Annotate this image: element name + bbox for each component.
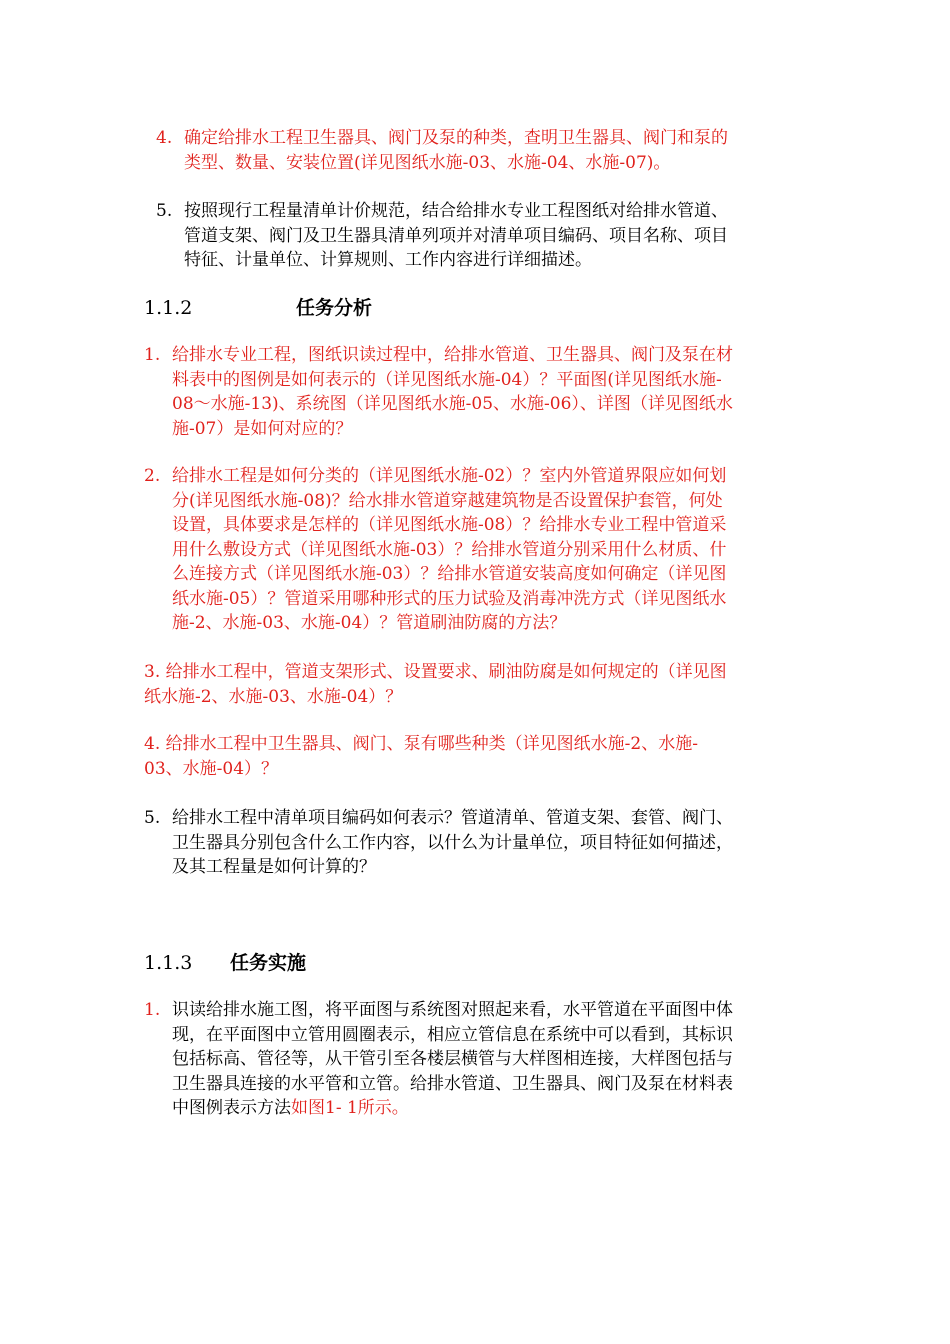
list-text: 给排水工程中清单项目编码如何表示？管道清单、管道支架、套管、阀门、 卫生器具分别包含什么工作内容，以什么为计量单位，项目特征如何描述， 及其工程量是如何计算的？ [172, 808, 733, 877]
list-text: 按照现行工程量清单计价规范，结合给排水专业工程图纸对给排水管道、 管道支架、阀门及卫生器具清单列项并对清单项目编码、项目名称、项目 特征、计量单位、计算规则、工作内容进行详细描述。 [184, 201, 728, 270]
section-title: 任务实施 [230, 952, 307, 974]
list-text [144, 660, 727, 709]
section-heading-1-1-3 [144, 951, 544, 977]
section-number: 1.1.3 [144, 952, 193, 974]
list-text: 给排水专业工程，图纸识读过程中，给排水管道、卫生器具、阀门及泵在材 料表中的图例是如何表示的（详见图纸水施-04）？平面图(详见图纸水施- 08～水施-13)、系统图（详见图纸水施-05、水施-06）、详图（详见图纸水 施-07）是如何对应的？ [172, 345, 733, 439]
list-number: 2. [144, 466, 161, 486]
list-number: 4. [144, 734, 161, 754]
analysis-item-1 [0, 343, 950, 443]
section-heading-1-1-2 [144, 296, 544, 322]
figure-reference: 如图1- 1所示。 [291, 1098, 409, 1118]
list-text: 给排水工程是如何分类的（详见图纸水施-02）？室内外管道界限应如何划 分(详见图纸水施-08)？给水排水管道穿越建筑物是否设置保护套管，何处 设置，具体要求是怎样的（详见图纸水施-08）？给排水专业工程中管道采 用什么敷设方式（详见图纸水施-03）？给排水管道分别采用什么材质、什 么连接方式（详见图纸水施-03）？给排水管道安装高度如何确定（详见图 纸水施-05）？管道采用哪种形式的压力试验及消毒冲洗方式（详见图纸水 施-2、水施-03、水施-04）？管道刷油防腐的方法？ [172, 466, 727, 633]
list-number: 3. [144, 662, 161, 682]
list-number: 4. [156, 128, 173, 148]
list-text [172, 998, 733, 1121]
section-number: 1.1.2 [144, 297, 193, 319]
list-body: 给排水工程中卫生器具、阀门、泵有哪些种类（详见图纸水施-2、水施- 03、水施-04）？ [144, 734, 698, 779]
analysis-item-2 [0, 464, 950, 639]
analysis-item-4 [144, 732, 824, 782]
top-list-item-5 [0, 199, 950, 274]
list-text: 确定给排水工程卫生器具、阀门及泵的种类，查明卫生器具、阀门和泵的 类型、数量、安装位置(详见图纸水施-03、水施-04、水施-07)。 [184, 128, 728, 173]
analysis-item-5 [0, 806, 950, 881]
list-body: 识读给排水施工图，将平面图与系统图对照起来看，水平管道在平面图中体 现，在平面图中立管用圆圈表示，相应立管信息在系统中可以看到，其标识 包括标高、管径等，从干管引至各楼层横管与大样图相连接，大样图包括与 卫生器具连接的水平管和立管。给排水管道、卫生器具、阀门及泵在材料表 中图例表示方法 [172, 1000, 733, 1118]
list-number: 5. [144, 808, 161, 828]
list-number: 5. [156, 201, 173, 221]
analysis-item-3 [144, 660, 824, 710]
implementation-item-1 [0, 998, 950, 1123]
list-text [144, 732, 698, 781]
list-number: 1. [144, 345, 161, 365]
section-title: 任务分析 [296, 297, 373, 319]
top-list-item-4 [0, 126, 950, 176]
list-body: 给排水工程中，管道支架形式、设置要求、刷油防腐是如何规定的（详见图 纸水施-2、水施-03、水施-04）？ [144, 662, 727, 707]
list-number: 1. [144, 1000, 161, 1020]
